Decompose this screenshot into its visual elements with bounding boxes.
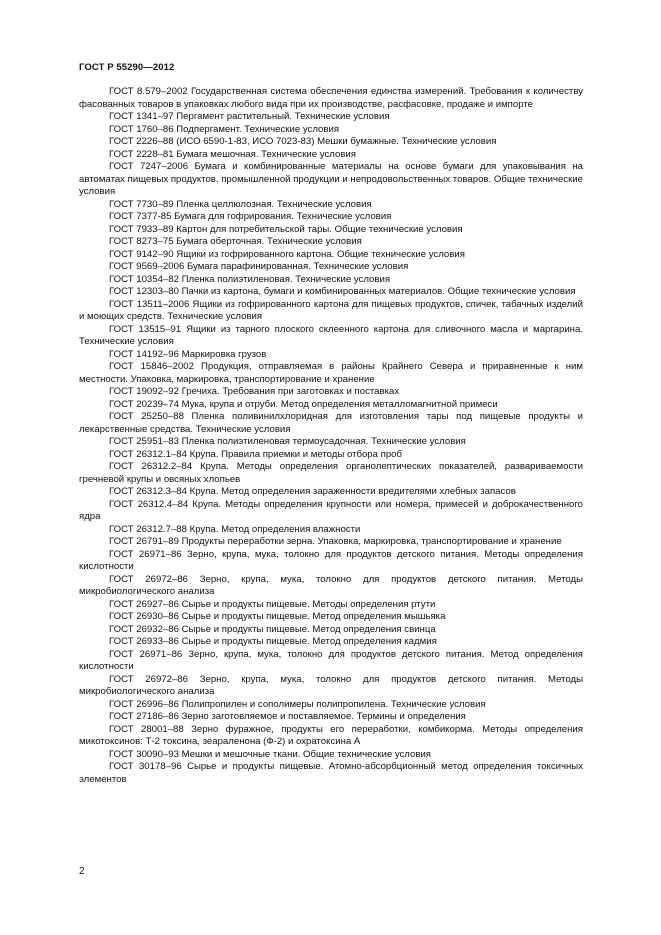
reference-item: ГОСТ 9569–2006 Бумага парафинированная. Технические условия bbox=[109, 261, 409, 272]
reference-item: ГОСТ 7933–89 Картон для потребительской тары. Общие технические условия bbox=[109, 223, 463, 235]
reference-item: ГОСТ 8.579–2002 Государственная система обеспечения единства измерений. Требования к количеству фасованных товаров в упаковках любого вида при их производстве, расфасовке, продаже и импорте bbox=[79, 86, 583, 110]
reference-item: ГОСТ 9142–90 Ящики из гофрированного картона. Общие технические условия bbox=[109, 248, 465, 260]
reference-item: ГОСТ 26927–86 Сырье и продукты пищевые. Методы определения ртути bbox=[109, 598, 436, 610]
reference-item: ГОСТ 20239–74 Мука, крупа и отруби. Метод определения металломагнитной примеси bbox=[109, 398, 498, 410]
reference-list bbox=[79, 86, 583, 786]
reference-item: ГОСТ 13515–91 Ящики из тарного плоского склеенного картона для сливочного масла и маргарина. Технические условия bbox=[79, 323, 583, 347]
reference-item: ГОСТ 2226–88 (ИСО 6590-1-83, ИСО 7023-83) Мешки бумажные. Технические условия bbox=[109, 136, 497, 147]
reference-item: ГОСТ 26312.3–84 Крупа. Метод определения зараженности вредителями хлебных запасов bbox=[109, 486, 516, 497]
page-number: 2 bbox=[79, 866, 85, 877]
reference-item: ГОСТ 13511–2006 Ящики из гофрированного картона для пищевых продуктов, спичек, табачных изделий и моющих средств. Технические условия bbox=[79, 298, 583, 322]
reference-item: ГОСТ 26312.7–88 Крупа. Метод определения влажности bbox=[109, 523, 361, 535]
reference-item: ГОСТ 10354–82 Пленка полиэтиленовая. Технические условия bbox=[109, 273, 391, 285]
document-header: ГОСТ Р 55290—2012 bbox=[79, 62, 175, 73]
reference-item: ГОСТ 28001–88 Зерно фуражное, продукты его переработки, комбикорма. Методы определения микотоксинов: Т-2 токсина, зеараленона (Ф-2) и охратоксина А bbox=[79, 723, 583, 747]
reference-item: ГОСТ 26972–86 Зерно, крупа, мука, толокно для продуктов детского питания. Методы микробиологического анализа bbox=[79, 673, 583, 697]
reference-item: ГОСТ 26930–86 Сырье и продукты пищевые. Метод определения мышьяка bbox=[109, 611, 446, 622]
reference-item: ГОСТ 26996–86 Полипропилен и сополимеры полипропилена. Технические условия bbox=[109, 698, 486, 710]
reference-item: ГОСТ 26312.2–84 Крупа. Методы определения органолептических показателей, развариваемости гречневой крупы и овсяных хлопьев bbox=[79, 461, 583, 485]
reference-item: ГОСТ 19092–92 Гречиха. Требования при заготовках и поставках bbox=[109, 386, 400, 397]
reference-item: ГОСТ 7377-85 Бумага для гофрирования. Технические условия bbox=[109, 211, 392, 222]
reference-item: ГОСТ 26971–86 Зерно, крупа, мука, толокно для продуктов детского питания. Методы определения кислотности bbox=[79, 548, 583, 572]
reference-item: ГОСТ 14192–96 Маркировка грузов bbox=[109, 348, 267, 360]
reference-item: ГОСТ 8273–75 Бумага оберточная. Технические условия bbox=[109, 236, 362, 247]
reference-item: ГОСТ 26932–86 Сырье и продукты пищевые. Метод определения свинца bbox=[109, 623, 436, 635]
reference-item: ГОСТ 26972–86 Зерно, крупа, мука, толокно для продуктов детского питания. Методы микробиологического анализа bbox=[79, 573, 583, 597]
reference-item: ГОСТ 7730–89 Пленка целлюлозная. Технические условия bbox=[109, 198, 372, 210]
reference-item: ГОСТ 26971–86 Зерно, крупа, мука, толокно для продуктов детского питания. Метод определения кислотности bbox=[79, 648, 583, 672]
reference-item: ГОСТ 7247–2006 Бумага и комбинированные материалы на основе бумаги для упаковывания на автоматах пищевых продуктов, промышленной продукции и непродовольственных товаров. Общие технические условия bbox=[79, 161, 583, 197]
reference-item: ГОСТ 25951–83 Пленка полиэтиленовая термоусадочная. Технические условия bbox=[109, 436, 466, 447]
reference-item: ГОСТ 2228–81 Бумага мешочная. Технические условия bbox=[109, 148, 356, 160]
reference-item: ГОСТ 26312.4–84 Крупа. Методы определения крупности или номера, примесей и доброкачественного ядра bbox=[79, 498, 583, 522]
reference-item: ГОСТ 1341–97 Пергамент растительный. Технические условия bbox=[109, 111, 390, 122]
reference-item: ГОСТ 26933–86 Сырье и продукты пищевые. Метод определения кадмия bbox=[109, 636, 437, 647]
reference-item: ГОСТ 15846–2002 Продукция, отправляемая в районы Крайнего Севера и приравненные к ним местности. Упаковка, маркировка, транспортирование и хранение bbox=[79, 361, 583, 385]
reference-item: ГОСТ 26791–89 Продукты переработки зерна. Упаковка, маркировка, транспортирование и хранение bbox=[109, 536, 562, 547]
reference-item: ГОСТ 30090–93 Мешки и мешочные ткани. Общие технические условия bbox=[109, 748, 431, 760]
reference-item: ГОСТ 12303–80 Пачки из картона, бумаги и комбинированных материалов. Общие технические условия bbox=[109, 286, 576, 297]
reference-item: ГОСТ 25250–88 Пленка поливинилхлоридная для изготовления тары под пищевые продукты и лекарственные средства. Технические условия bbox=[79, 411, 583, 435]
reference-item: ГОСТ 26312.1–84 Крупа. Правила приемки и методы отбора проб bbox=[109, 448, 402, 460]
reference-item: ГОСТ 27186–86 Зерно заготовляемое и поставляемое. Термины и определения bbox=[109, 711, 466, 722]
reference-item: ГОСТ 1760–86 Подпергамент. Технические условия bbox=[109, 123, 340, 135]
reference-item: ГОСТ 30178–96 Сырье и продукты пищевые. Атомно-абсорбционный метод определения токсичных элементов bbox=[79, 761, 583, 785]
